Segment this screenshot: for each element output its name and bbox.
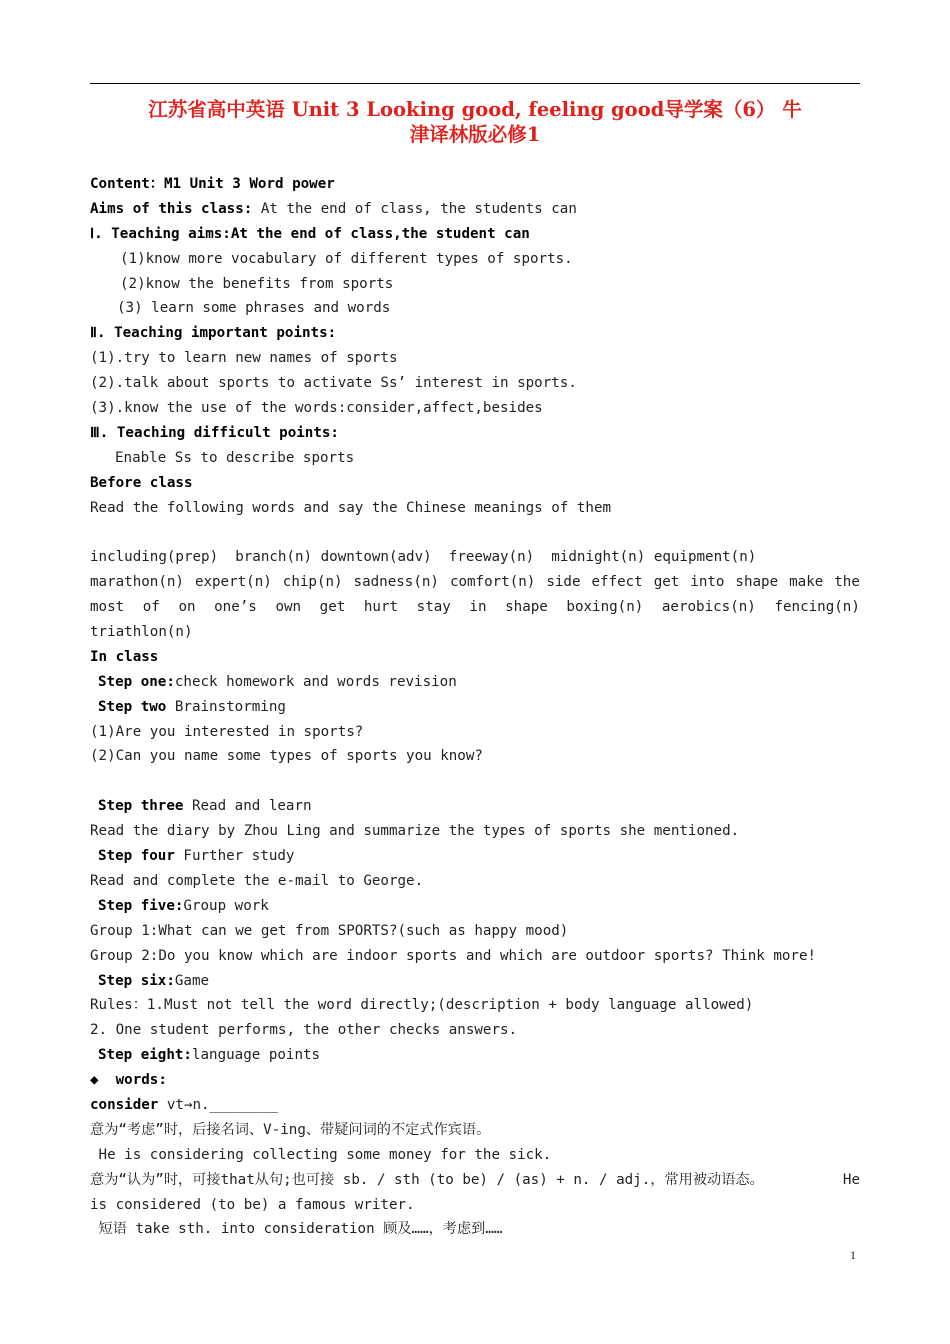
rule-1: Rules：1.Must not tell the word directly;(description + body language allowed) [90, 997, 754, 1014]
document-title [90, 97, 860, 147]
question-2: (2)Can you name some types of sports you know? [90, 748, 483, 765]
aims-label: Aims of this class: [90, 200, 261, 217]
word-row-2 [90, 545, 860, 570]
vocab-word: sadness(n) [353, 574, 439, 591]
step-text: Read and learn [183, 798, 312, 815]
important-point-item: (3).know the use of the words:consider,affect,besides [90, 400, 543, 417]
step-label: Step two [98, 698, 167, 715]
step-text: check homework and words revision [174, 673, 457, 690]
vocab-word: equipment(n) [653, 549, 757, 566]
vocab-word: effect [591, 574, 643, 591]
consider-note-1: 意为“考虑”时，后接名词、V-ing、带疑问词的不定式作宾语。 [90, 1121, 491, 1138]
step-text: Brainstorming [166, 698, 286, 715]
vocab-word: shape [505, 599, 548, 616]
vocab-word: side [546, 574, 581, 591]
step-text: language points [191, 1047, 321, 1064]
step-two [90, 695, 860, 720]
step-text: Game [174, 972, 210, 989]
vocab-word: stay [416, 599, 451, 616]
vocab-word: make [789, 574, 824, 591]
vocab-word: get [653, 574, 680, 591]
vocab-word: downtown(adv) [320, 549, 432, 566]
consider-note-2-end: He [842, 1171, 860, 1188]
consider-phrase: 短语 take sth. into consideration 顾及……，考虑到…… [90, 1221, 503, 1238]
vocab-word: comfort(n) [449, 574, 536, 591]
step-text: Group work [183, 897, 269, 914]
vocab-word: midnight(n) [551, 549, 646, 566]
vocab-word: hurt [363, 599, 399, 616]
in-class-heading: In class [90, 648, 159, 665]
step-four [90, 844, 860, 869]
vocab-word: one’s [214, 599, 257, 616]
consider-label: consider [90, 1096, 159, 1113]
vocab-word: boxing(n) [566, 599, 644, 616]
step-label: Step four [98, 848, 175, 865]
content-label: Content：M1 Unit 3 Word power [90, 176, 335, 192]
step-label: Step three [98, 798, 184, 815]
step-eight [90, 1043, 860, 1068]
consider-entry [90, 1093, 860, 1118]
step-label: Step eight: [98, 1047, 192, 1064]
step-label: Step one: [98, 673, 175, 690]
vocab-word: own [275, 599, 302, 616]
vocab-word: marathon(n) [90, 574, 184, 591]
vocab-word: get [319, 599, 346, 616]
words-heading: ◆ words: [90, 1072, 167, 1089]
teaching-aim-item: (2)know the benefits from sports [120, 275, 394, 292]
step-six [90, 969, 860, 994]
aims-line [90, 197, 860, 222]
consider-example-1: He is considering collecting some money for the sick. [90, 1146, 552, 1163]
header-rule [90, 83, 860, 84]
group-2-text: Group 2:Do you know which are indoor sports and which are outdoor sports? Think more! [90, 947, 817, 964]
vocab-word: in [469, 599, 487, 616]
title-line-1: 江苏省高中英语 Unit 3 Looking good, feeling good导学案（6） 牛 [148, 98, 802, 121]
group-1-text: Group 1:What can we get from SPORTS?(such as happy mood) [90, 922, 569, 939]
aims-text: At the end of class, the students can [260, 200, 577, 217]
vocab-word: branch(n) [235, 549, 313, 566]
word-row-4 [90, 595, 860, 620]
word-row-3 [90, 570, 860, 595]
important-point-item: (2).talk about sports to activate Ss’ interest in sports. [90, 375, 577, 392]
blank-line [90, 769, 860, 794]
vocab-word: on [178, 599, 196, 616]
vocab-word: chip(n) [282, 574, 343, 591]
vocab-word: freeway(n) [448, 549, 535, 566]
step-one [90, 670, 860, 695]
consider-note-2 [90, 1168, 860, 1193]
vocab-word: shape [735, 574, 779, 591]
vocab-word: expert(n) [194, 574, 272, 591]
step-three [90, 794, 860, 819]
vocab-word: aerobics(n) [661, 599, 756, 616]
word-row-1 [90, 520, 860, 545]
consider-note-2-text: 意为“认为”时，可接that从句;也可接 sb. / sth (to be) / (as) + n. / adj.，常用被动语态。 [90, 1171, 764, 1188]
difficult-point-item: Enable Ss to describe sports [115, 449, 355, 466]
rule-2: 2. One student performs, the other checks answers. [90, 1022, 518, 1039]
question-1: (1)Are you interested in sports? [90, 723, 364, 740]
vocab-word: into [690, 574, 725, 591]
consider-example-2: is considered (to be) a famous writer. [90, 1196, 415, 1213]
vocab-word: including(prep) [90, 549, 219, 566]
difficult-points-heading: Ⅲ. Teaching difficult points: [90, 424, 339, 441]
step-label: Step five: [98, 897, 184, 914]
step-text: Further study [174, 848, 295, 865]
document-body [90, 172, 860, 1242]
step-five [90, 894, 860, 919]
vocab-word: of [142, 599, 160, 616]
teaching-aim-item: (3) learn some phrases and words [117, 300, 391, 317]
vocab-word: the [834, 574, 860, 591]
before-class-instruction: Read the following words and say the Chinese meanings of them [90, 499, 612, 516]
step-four-text: Read and complete the e-mail to George. [90, 872, 424, 889]
consider-rest: vt→n.________ [158, 1096, 278, 1113]
page-number: 1 [850, 1248, 856, 1262]
important-point-item: (1).try to learn new names of sports [90, 350, 398, 367]
step-label: Step six: [98, 972, 175, 989]
teaching-aims-heading: Ⅰ. Teaching aims:At the end of class,the student can [90, 225, 530, 242]
before-class-heading: Before class [90, 474, 193, 491]
title-line-2: 津译林版必修1 [409, 123, 541, 146]
step-three-text: Read the diary by Zhou Ling and summarize the types of sports she mentioned. [90, 823, 740, 840]
vocab-word: fencing(n) [774, 599, 860, 616]
important-points-heading: Ⅱ. Teaching important points: [90, 325, 337, 342]
vocab-word: most [90, 599, 125, 616]
teaching-aim-item: (1)know more vocabulary of different types of sports. [120, 250, 573, 267]
word-row-5: triathlon(n) [90, 624, 193, 641]
